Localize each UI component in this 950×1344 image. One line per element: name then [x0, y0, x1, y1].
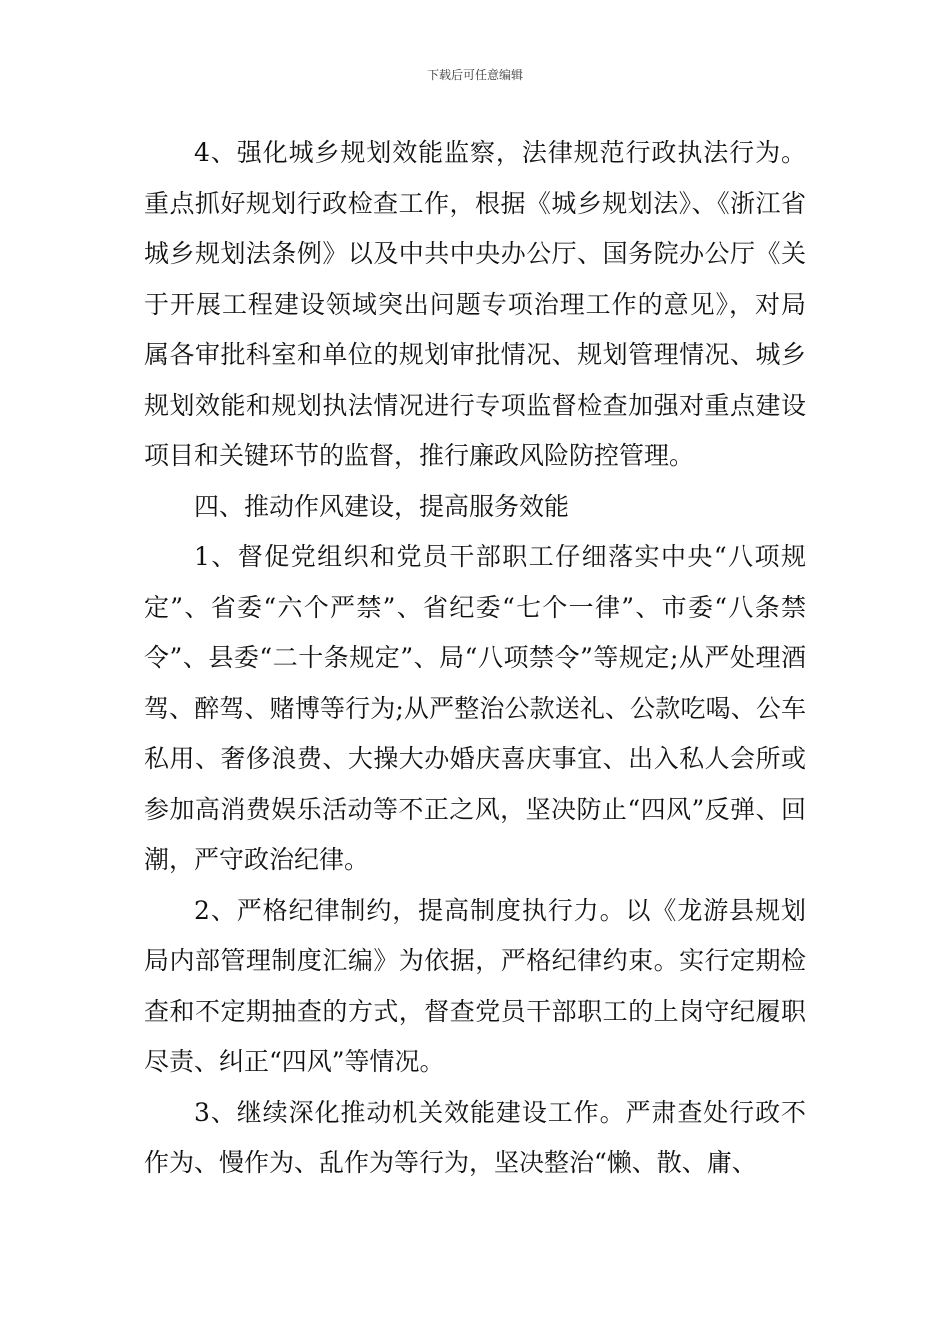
paragraph-item-2-discipline: 2、严格纪律制约，提高制度执行力。以《龙游县规划局内部管理制度汇编》为依据，严格纪律约束。实行定期检查和不定期抽查的方式，督查党员干部职工的上岗守纪履职尽责、纠正“四风”等情况。 — [144, 895, 806, 1076]
paragraph-item-4-planning-supervision: 4、强化城乡规划效能监察，法律规范行政执法行为。重点抓好规划行政检查工作，根据《城乡规划法》、《浙江省城乡规划法条例》以及中共中央办公厅、国务院办公厅《关于开展工程建设领域突出问题专项治理工作的意见》，对局属各审批科室和单位的规划审批情况、规划管理情况、城乡规划效能和规划执法情况进行专项监督检查加强对重点建设项目和关键环节的监督，推行廉政风险防控管理。 — [144, 138, 806, 470]
section-heading-four: 四、推动作风建设，提高服务效能 — [194, 491, 570, 521]
paragraph-item-1-eight-rules: 1、督促党组织和党员干部职工仔细落实中央“八项规定”、省委“六个严禁”、省纪委“七个一律”、市委“八条禁令”、县委“二十条规定”、局“八项禁令”等规定;从严处理酒驾、醉驾、赌博等行为;从严整治公款送礼、公款吃喝、公车私用、奢侈浪费、大操大办婚庆喜庆事宜、出入私人会所或参加高消费娱乐活动等不正之风，坚决防止“四风”反弹、回潮，严守政治纪律。 — [144, 542, 806, 874]
page-header-note: 下载后可任意编辑 — [426, 68, 523, 82]
document-body — [144, 128, 806, 1189]
paragraph-item-3-efficiency: 3、继续深化推动机关效能建设工作。严肃查处行政不作为、慢作为、乱作为等行为，坚决整治“懒、散、庸、 — [144, 1097, 806, 1177]
